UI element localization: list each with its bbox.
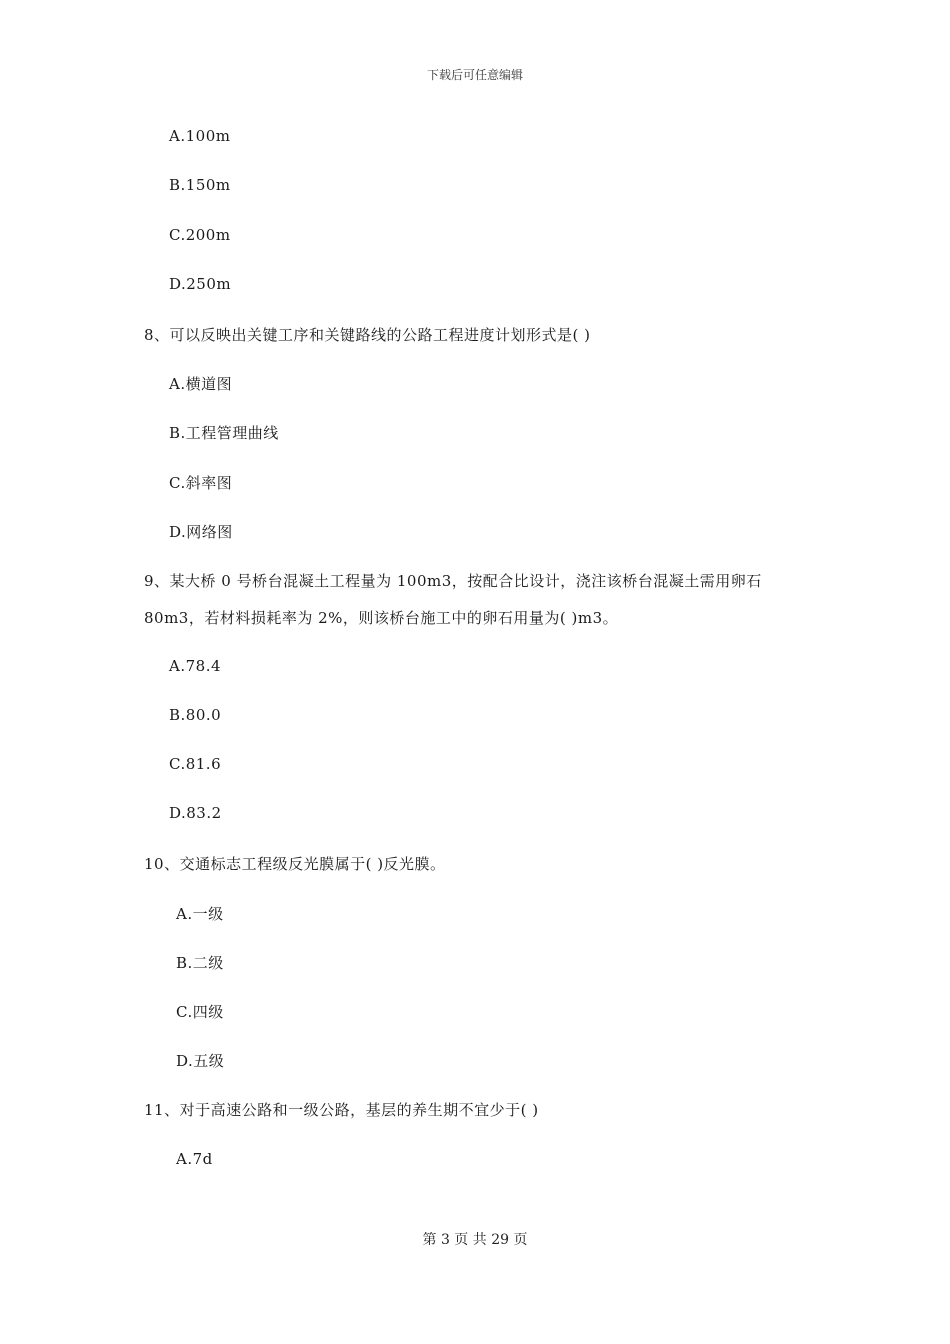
option-7a: A.100m <box>169 127 231 145</box>
question-8: 8、可以反映出关键工序和关键路线的公路工程进度计划形式是( ) <box>144 326 591 344</box>
option-11a: A.7d <box>176 1150 213 1168</box>
option-8b: B.工程管理曲线 <box>169 424 279 442</box>
option-9a: A.78.4 <box>169 657 221 675</box>
option-8a: A.横道图 <box>169 375 233 393</box>
question-9: 9、某大桥 0 号桥台混凝土工程量为 100m3，按配合比设计，浇注该桥台混凝土需用卵石 <box>144 572 762 590</box>
question-11: 11、对于高速公路和一级公路，基层的养生期不宜少于( ) <box>144 1101 539 1119</box>
page-footer: 第 3 页 共 29 页 <box>422 1232 528 1248</box>
option-10d: D.五级 <box>176 1052 225 1070</box>
option-8c: C.斜率图 <box>169 474 233 492</box>
option-9c: C.81.6 <box>169 755 222 773</box>
option-7d: D.250m <box>169 275 232 293</box>
option-7b: B.150m <box>169 176 231 194</box>
option-10a: A.一级 <box>176 905 224 923</box>
page-header: 下载后可任意编辑 <box>426 68 523 82</box>
option-10b: B.二级 <box>176 954 224 972</box>
option-9b: B.80.0 <box>169 706 222 724</box>
question-10: 10、交通标志工程级反光膜属于( )反光膜。 <box>144 855 446 873</box>
option-7c: C.200m <box>169 226 231 244</box>
option-8d: D.网络图 <box>169 523 233 541</box>
question-9-line2: 80m3，若材料损耗率为 2%，则该桥台施工中的卵石用量为( )m3。 <box>144 609 619 627</box>
option-9d: D.83.2 <box>169 804 222 822</box>
option-10c: C.四级 <box>176 1003 224 1021</box>
